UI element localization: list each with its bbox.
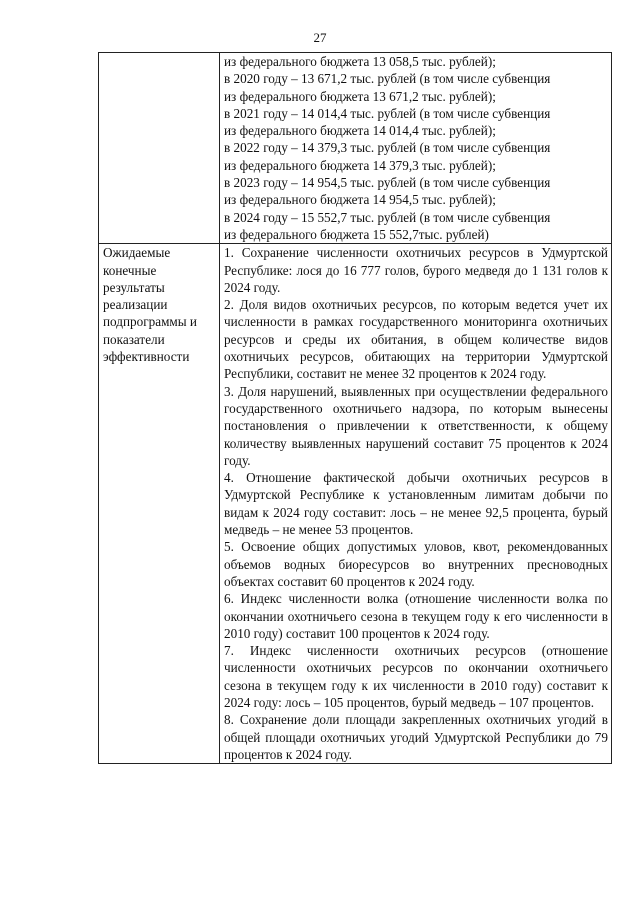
text-line: из федерального бюджета 14 014,4 тыс. рублей); — [224, 123, 496, 139]
row-label — [99, 53, 220, 244]
text-line: из федерального бюджета 14 954,5 тыс. рублей); — [224, 192, 496, 208]
indicator-paragraph: 1. Сохранение численности охотничьих ресурсов в Удмуртской Республике: лося до 16 777 голов, бурого медведя до 1 131 голов к 2024 году. — [224, 245, 608, 295]
indicator-paragraph: 6. Индекс численности волка (отношение численности волка по окончании охотничьего сезона в текущем году к его численности в 2010 году) составит 100 процентов к 2024 году. — [224, 591, 608, 641]
text-line: из федерального бюджета 15 552,7тыс. рублей) — [224, 226, 489, 242]
indicator-paragraph: 7. Индекс численности охотничьих ресурсов (отношение численности охотничьих ресурсов по окончании охотничьего сезона в текущем году к их численности в 2010 году) составит к 2024 году: лось – 105 процентов, бурый медведь – 107 процентов. — [224, 643, 608, 710]
indicator-paragraph: 2. Доля видов охотничьих ресурсов, по которым ведется учет их численности в рамках государственного мониторинга охотничьих ресурсов и среды их обитания, в общем количестве видов охотничьих ресурсов, обитающих на территории Удмуртской Республики, составит не менее 32 процентов к 2024 году. — [224, 297, 608, 382]
text-line: в 2021 году – 14 014,4 тыс. рублей (в том числе субвенция — [224, 105, 551, 121]
text-line: в 2022 году – 14 379,3 тыс. рублей (в том числе субвенция — [224, 140, 551, 156]
text-line: из федерального бюджета 13 671,2 тыс. рублей); — [224, 88, 496, 104]
page-number: 27 — [313, 30, 327, 45]
text-line: в 2020 году – 13 671,2 тыс. рублей (в том числе субвенция — [224, 71, 551, 87]
text-line: из федерального бюджета 13 058,5 тыс. рублей); — [224, 54, 496, 69]
text-line: в 2024 году – 15 552,7 тыс. рублей (в том числе субвенция — [224, 209, 551, 225]
indicator-paragraph: 5. Освоение общих допустимых уловов, квот, рекомендованных объемов водных биоресурсов во внутренних пресноводных объектах составит 60 процентов к 2024 году. — [224, 539, 608, 589]
indicator-paragraph: 8. Сохранение доли площади закрепленных охотничьих угодий в общей площади охотничьих угодий Удмуртской Республики до 79 процентов к 2024 году. — [224, 712, 608, 762]
indicator-paragraph: 3. Доля нарушений, выявленных при осуществлении федерального государственного охотничьего надзора, по которым вынесены постановления о привлечении к ответственности, к общему количеству выявленных нарушений составит 75 процентов к 2024 году. — [224, 383, 608, 468]
indicator-paragraph: 4. Отношение фактической добычи охотничьих ресурсов в Удмуртской Республике к установленным лимитам добычи по видам к 2024 году составит: лось – не менее 92,5 процента, бурый медведь – не менее 53 процентов. — [224, 470, 608, 538]
text-line: в 2023 году – 14 954,5 тыс. рублей (в том числе субвенция — [224, 175, 551, 191]
subprogram-passport-table — [98, 52, 612, 764]
table-row — [99, 244, 612, 764]
row-label: Ожидаемые конечные результаты реализации подпрограммы и показатели эффективности — [99, 244, 220, 764]
funding-text — [220, 53, 612, 244]
table-row — [99, 53, 612, 244]
text-line: из федерального бюджета 14 379,3 тыс. рублей); — [224, 157, 496, 173]
results-text — [220, 244, 612, 764]
